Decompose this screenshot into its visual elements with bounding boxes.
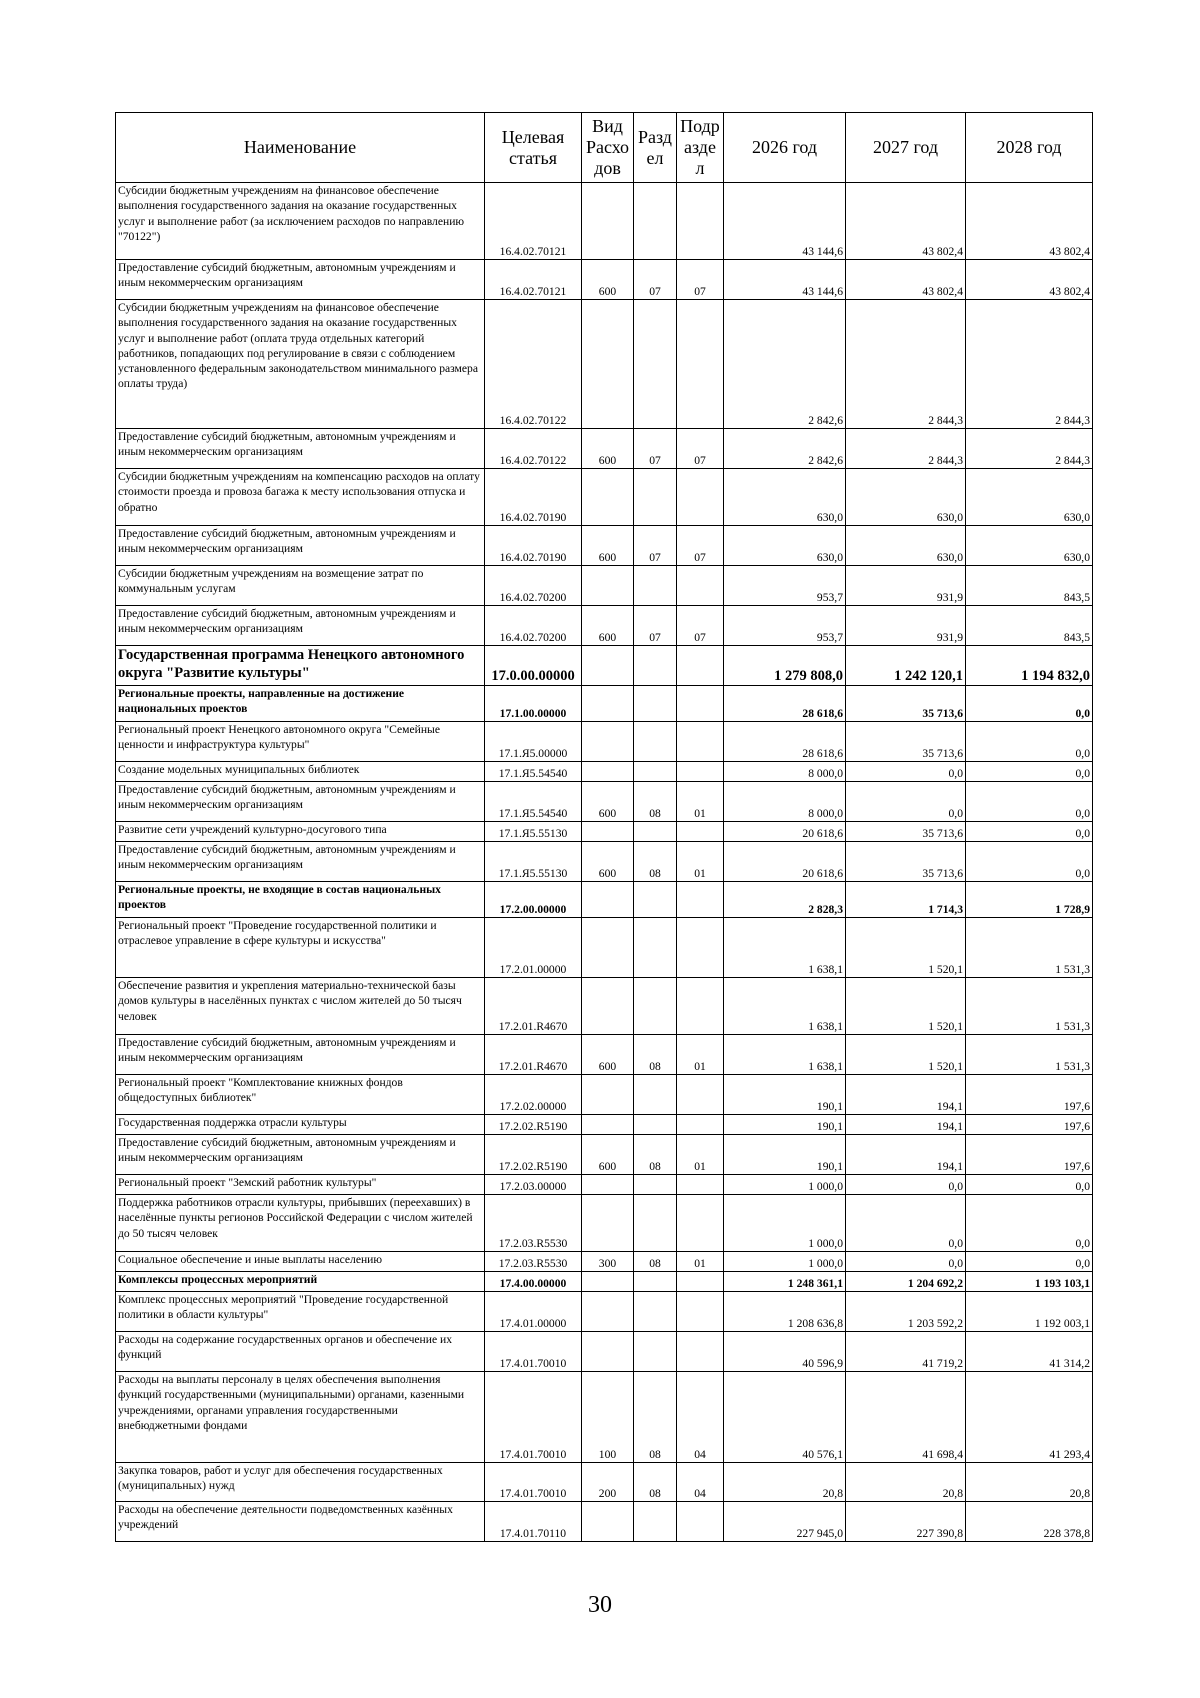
cell-target: 17.4.01.00000 xyxy=(485,1292,582,1332)
cell-subsection xyxy=(677,1175,724,1195)
cell-kind xyxy=(582,722,634,762)
cell-subsection: 07 xyxy=(677,526,724,566)
cell-y2028: 0,0 xyxy=(966,722,1093,762)
cell-subsection: 07 xyxy=(677,260,724,300)
cell-y2028: 1 531,3 xyxy=(966,978,1093,1035)
cell-target: 17.0.00.00000 xyxy=(485,646,582,686)
cell-kind: 600 xyxy=(582,1135,634,1175)
table-row xyxy=(116,1252,1093,1272)
cell-section xyxy=(634,882,677,918)
cell-section xyxy=(634,822,677,842)
table-row xyxy=(116,1135,1093,1175)
cell-y2026: 630,0 xyxy=(724,526,846,566)
cell-y2026: 1 638,1 xyxy=(724,978,846,1035)
cell-name: Субсидии бюджетным учреждениям на финансовое обеспечение выполнения государственного задания на оказание государственных услуг и выполнение работ (за исключением расходов по направлению "70122") xyxy=(116,183,485,260)
cell-y2028: 43 802,4 xyxy=(966,260,1093,300)
cell-y2026: 190,1 xyxy=(724,1135,846,1175)
cell-subsection xyxy=(677,183,724,260)
cell-name: Расходы на обеспечение деятельности подведомственных казённых учреждений xyxy=(116,1502,485,1542)
cell-subsection xyxy=(677,1115,724,1135)
table-row xyxy=(116,526,1093,566)
cell-target: 17.1.Я5.54540 xyxy=(485,782,582,822)
cell-kind xyxy=(582,822,634,842)
cell-target: 17.2.03.R5530 xyxy=(485,1252,582,1272)
cell-section xyxy=(634,722,677,762)
cell-target: 16.4.02.70121 xyxy=(485,260,582,300)
cell-name: Предоставление субсидий бюджетным, автономным учреждениям и иным некоммерческим организациям xyxy=(116,606,485,646)
cell-kind xyxy=(582,918,634,978)
cell-subsection xyxy=(677,469,724,526)
cell-y2027: 630,0 xyxy=(846,469,966,526)
cell-y2027: 931,9 xyxy=(846,606,966,646)
cell-y2026: 190,1 xyxy=(724,1075,846,1115)
table-row xyxy=(116,842,1093,882)
cell-target: 17.1.Я5.55130 xyxy=(485,822,582,842)
cell-subsection xyxy=(677,300,724,429)
cell-y2027: 20,8 xyxy=(846,1463,966,1502)
table-row xyxy=(116,1035,1093,1075)
table-row xyxy=(116,1502,1093,1542)
cell-y2027: 35 713,6 xyxy=(846,822,966,842)
budget-table xyxy=(115,112,1093,1542)
cell-section: 08 xyxy=(634,782,677,822)
cell-y2028: 228 378,8 xyxy=(966,1502,1093,1542)
cell-section: 07 xyxy=(634,606,677,646)
cell-subsection: 04 xyxy=(677,1463,724,1502)
cell-section xyxy=(634,1272,677,1292)
cell-section: 07 xyxy=(634,260,677,300)
cell-y2028: 0,0 xyxy=(966,1175,1093,1195)
table-row xyxy=(116,782,1093,822)
cell-subsection xyxy=(677,1075,724,1115)
cell-section: 08 xyxy=(634,1135,677,1175)
cell-kind xyxy=(582,1195,634,1252)
cell-y2027: 0,0 xyxy=(846,762,966,782)
cell-y2027: 194,1 xyxy=(846,1115,966,1135)
cell-y2027: 1 242 120,1 xyxy=(846,646,966,686)
table-row xyxy=(116,918,1093,978)
cell-name: Предоставление субсидий бюджетным, автономным учреждениям и иным некоммерческим организациям xyxy=(116,429,485,469)
table-row xyxy=(116,978,1093,1035)
cell-kind xyxy=(582,1175,634,1195)
cell-y2027: 194,1 xyxy=(846,1135,966,1175)
cell-y2026: 2 842,6 xyxy=(724,429,846,469)
cell-y2027: 0,0 xyxy=(846,1252,966,1272)
cell-kind xyxy=(582,1292,634,1332)
cell-target: 17.4.01.70010 xyxy=(485,1463,582,1502)
cell-section xyxy=(634,1115,677,1135)
cell-kind xyxy=(582,978,634,1035)
cell-target: 16.4.02.70200 xyxy=(485,606,582,646)
cell-y2028: 843,5 xyxy=(966,566,1093,606)
cell-y2027: 0,0 xyxy=(846,782,966,822)
table-row xyxy=(116,1463,1093,1502)
cell-name: Социальное обеспечение и иные выплаты населению xyxy=(116,1252,485,1272)
cell-y2027: 35 713,6 xyxy=(846,722,966,762)
cell-name: Предоставление субсидий бюджетным, автономным учреждениям и иным некоммерческим организациям xyxy=(116,782,485,822)
cell-y2026: 40 576,1 xyxy=(724,1372,846,1463)
cell-target: 17.2.00.00000 xyxy=(485,882,582,918)
cell-section xyxy=(634,1332,677,1372)
cell-name: Предоставление субсидий бюджетным, автономным учреждениям и иным некоммерческим организациям xyxy=(116,1035,485,1075)
cell-name: Региональный проект "Проведение государственной политики и отраслевое управление в сфере культуры и искусства" xyxy=(116,918,485,978)
cell-y2028: 0,0 xyxy=(966,782,1093,822)
cell-kind: 600 xyxy=(582,1035,634,1075)
table-row xyxy=(116,762,1093,782)
cell-name: Предоставление субсидий бюджетным, автономным учреждениям и иным некоммерческим организациям xyxy=(116,260,485,300)
cell-target: 16.4.02.70122 xyxy=(485,300,582,429)
cell-target: 16.4.02.70200 xyxy=(485,566,582,606)
cell-kind xyxy=(582,646,634,686)
cell-section xyxy=(634,469,677,526)
table-row xyxy=(116,183,1093,260)
cell-y2028: 0,0 xyxy=(966,762,1093,782)
cell-section: 07 xyxy=(634,429,677,469)
cell-section xyxy=(634,646,677,686)
cell-name: Закупка товаров, работ и услуг для обеспечения государственных (муниципальных) нужд xyxy=(116,1463,485,1502)
cell-target: 17.2.01.R4670 xyxy=(485,1035,582,1075)
cell-target: 17.1.Я5.55130 xyxy=(485,842,582,882)
cell-y2027: 41 698,4 xyxy=(846,1372,966,1463)
cell-target: 17.4.00.00000 xyxy=(485,1272,582,1292)
cell-y2026: 227 945,0 xyxy=(724,1502,846,1542)
cell-name: Региональные проекты, не входящие в состав национальных проектов xyxy=(116,882,485,918)
cell-section xyxy=(634,1195,677,1252)
cell-y2028: 0,0 xyxy=(966,686,1093,722)
cell-target: 17.2.01.R4670 xyxy=(485,978,582,1035)
cell-section: 08 xyxy=(634,1252,677,1272)
table-row xyxy=(116,1115,1093,1135)
cell-name: Обеспечение развития и укрепления материально-технической базы домов культуры в населённых пунктах с числом жителей до 50 тысяч человек xyxy=(116,978,485,1035)
cell-y2027: 630,0 xyxy=(846,526,966,566)
table-row xyxy=(116,1175,1093,1195)
cell-subsection: 07 xyxy=(677,606,724,646)
table-row xyxy=(116,566,1093,606)
cell-y2026: 28 618,6 xyxy=(724,686,846,722)
cell-subsection xyxy=(677,566,724,606)
cell-subsection xyxy=(677,762,724,782)
table-row xyxy=(116,1272,1093,1292)
cell-target: 16.4.02.70190 xyxy=(485,469,582,526)
cell-y2026: 8 000,0 xyxy=(724,762,846,782)
table-row xyxy=(116,1332,1093,1372)
cell-subsection: 01 xyxy=(677,1035,724,1075)
cell-section xyxy=(634,183,677,260)
cell-target: 17.1.00.00000 xyxy=(485,686,582,722)
table-row xyxy=(116,686,1093,722)
cell-y2028: 1 531,3 xyxy=(966,918,1093,978)
cell-section: 08 xyxy=(634,842,677,882)
cell-kind xyxy=(582,300,634,429)
cell-y2027: 43 802,4 xyxy=(846,183,966,260)
cell-section xyxy=(634,1502,677,1542)
cell-y2027: 1 203 592,2 xyxy=(846,1292,966,1332)
cell-y2026: 1 000,0 xyxy=(724,1175,846,1195)
cell-name: Региональный проект "Земский работник культуры" xyxy=(116,1175,485,1195)
cell-name: Комплексы процессных мероприятий xyxy=(116,1272,485,1292)
cell-y2026: 2 842,6 xyxy=(724,300,846,429)
cell-y2026: 20 618,6 xyxy=(724,822,846,842)
table-row xyxy=(116,1372,1093,1463)
cell-kind: 600 xyxy=(582,260,634,300)
cell-y2026: 630,0 xyxy=(724,469,846,526)
cell-y2027: 227 390,8 xyxy=(846,1502,966,1542)
cell-y2028: 630,0 xyxy=(966,469,1093,526)
cell-subsection: 01 xyxy=(677,1252,724,1272)
cell-kind: 600 xyxy=(582,526,634,566)
cell-subsection xyxy=(677,1292,724,1332)
cell-kind xyxy=(582,1272,634,1292)
header-2027: 2027 год xyxy=(846,113,966,183)
cell-kind: 100 xyxy=(582,1372,634,1463)
cell-kind xyxy=(582,183,634,260)
cell-section: 07 xyxy=(634,526,677,566)
cell-kind xyxy=(582,762,634,782)
cell-section xyxy=(634,918,677,978)
table-row xyxy=(116,1075,1093,1115)
table-row xyxy=(116,606,1093,646)
cell-y2027: 1 520,1 xyxy=(846,978,966,1035)
cell-name: Расходы на содержание государственных органов и обеспечение их функций xyxy=(116,1332,485,1372)
cell-subsection: 01 xyxy=(677,1135,724,1175)
cell-y2027: 1 204 692,2 xyxy=(846,1272,966,1292)
cell-subsection xyxy=(677,1195,724,1252)
cell-y2028: 1 728,9 xyxy=(966,882,1093,918)
cell-name: Субсидии бюджетным учреждениям на финансовое обеспечение выполнения государственного задания на оказание государственных услуг и выполнение работ (оплата труда отдельных категорий работников, попадающих под регулирование в связи с соблюдением установленного федеральным законодательством минимального размера оплаты труда) xyxy=(116,300,485,429)
cell-name: Предоставление субсидий бюджетным, автономным учреждениям и иным некоммерческим организациям xyxy=(116,526,485,566)
cell-y2026: 1 279 808,0 xyxy=(724,646,846,686)
cell-section xyxy=(634,978,677,1035)
cell-y2026: 43 144,6 xyxy=(724,183,846,260)
table-row xyxy=(116,646,1093,686)
cell-y2026: 28 618,6 xyxy=(724,722,846,762)
cell-kind: 600 xyxy=(582,842,634,882)
cell-y2028: 20,8 xyxy=(966,1463,1093,1502)
cell-name: Региональные проекты, направленные на достижение национальных проектов xyxy=(116,686,485,722)
cell-name: Региональный проект "Комплектование книжных фондов общедоступных библиотек" xyxy=(116,1075,485,1115)
cell-section xyxy=(634,762,677,782)
cell-y2028: 197,6 xyxy=(966,1135,1093,1175)
cell-name: Предоставление субсидий бюджетным, автономным учреждениям и иным некоммерческим организациям xyxy=(116,842,485,882)
cell-kind xyxy=(582,1502,634,1542)
cell-target: 17.4.01.70110 xyxy=(485,1502,582,1542)
cell-subsection xyxy=(677,978,724,1035)
cell-kind: 600 xyxy=(582,429,634,469)
cell-subsection xyxy=(677,1272,724,1292)
cell-y2026: 43 144,6 xyxy=(724,260,846,300)
cell-target: 16.4.02.70121 xyxy=(485,183,582,260)
cell-kind xyxy=(582,686,634,722)
cell-kind xyxy=(582,882,634,918)
cell-y2028: 197,6 xyxy=(966,1075,1093,1115)
cell-kind xyxy=(582,1332,634,1372)
cell-y2027: 0,0 xyxy=(846,1195,966,1252)
cell-subsection xyxy=(677,686,724,722)
header-2026: 2026 год xyxy=(724,113,846,183)
cell-y2027: 931,9 xyxy=(846,566,966,606)
page-number: 30 xyxy=(588,1592,612,1618)
cell-y2028: 0,0 xyxy=(966,1195,1093,1252)
cell-y2026: 2 828,3 xyxy=(724,882,846,918)
cell-y2027: 35 713,6 xyxy=(846,842,966,882)
table-row xyxy=(116,300,1093,429)
table-row xyxy=(116,260,1093,300)
cell-y2026: 953,7 xyxy=(724,606,846,646)
cell-target: 17.4.01.70010 xyxy=(485,1332,582,1372)
cell-subsection xyxy=(677,1502,724,1542)
cell-y2026: 20,8 xyxy=(724,1463,846,1502)
cell-y2026: 40 596,9 xyxy=(724,1332,846,1372)
cell-kind xyxy=(582,566,634,606)
header-name: Наименование xyxy=(116,113,485,183)
header-2028: 2028 год xyxy=(966,113,1093,183)
cell-y2027: 1 714,3 xyxy=(846,882,966,918)
cell-subsection xyxy=(677,918,724,978)
table-header-row xyxy=(116,113,1093,183)
cell-kind: 600 xyxy=(582,782,634,822)
cell-y2028: 0,0 xyxy=(966,842,1093,882)
cell-subsection xyxy=(677,646,724,686)
cell-y2028: 43 802,4 xyxy=(966,183,1093,260)
cell-subsection: 07 xyxy=(677,429,724,469)
cell-y2026: 1 638,1 xyxy=(724,1035,846,1075)
cell-section: 08 xyxy=(634,1035,677,1075)
cell-name: Субсидии бюджетным учреждениям на компенсацию расходов на оплату стоимости проезда и провоза багажа к месту использования отпуска и обратно xyxy=(116,469,485,526)
cell-y2026: 1 248 361,1 xyxy=(724,1272,846,1292)
cell-subsection xyxy=(677,882,724,918)
cell-name: Комплекс процессных мероприятий "Проведение государственной политики в области культуры" xyxy=(116,1292,485,1332)
cell-y2027: 2 844,3 xyxy=(846,300,966,429)
cell-section xyxy=(634,1075,677,1115)
cell-target: 17.2.03.00000 xyxy=(485,1175,582,1195)
header-subsection: Подр азде л xyxy=(677,113,724,183)
cell-target: 16.4.02.70122 xyxy=(485,429,582,469)
cell-subsection xyxy=(677,1332,724,1372)
cell-y2028: 1 192 003,1 xyxy=(966,1292,1093,1332)
cell-y2026: 1 638,1 xyxy=(724,918,846,978)
cell-y2026: 953,7 xyxy=(724,566,846,606)
cell-name: Предоставление субсидий бюджетным, автономным учреждениям и иным некоммерческим организациям xyxy=(116,1135,485,1175)
cell-y2026: 20 618,6 xyxy=(724,842,846,882)
cell-y2027: 43 802,4 xyxy=(846,260,966,300)
cell-subsection: 01 xyxy=(677,782,724,822)
cell-section xyxy=(634,1175,677,1195)
cell-y2028: 0,0 xyxy=(966,1252,1093,1272)
cell-target: 17.1.Я5.00000 xyxy=(485,722,582,762)
cell-subsection xyxy=(677,722,724,762)
cell-target: 17.2.02.00000 xyxy=(485,1075,582,1115)
cell-name: Расходы на выплаты персоналу в целях обеспечения выполнения функций государственными (муниципальными) органами, казенными учреждениями, органами управления государственными внебюджетными фондами xyxy=(116,1372,485,1463)
cell-y2028: 630,0 xyxy=(966,526,1093,566)
cell-y2028: 197,6 xyxy=(966,1115,1093,1135)
table-row xyxy=(116,822,1093,842)
cell-y2027: 2 844,3 xyxy=(846,429,966,469)
cell-kind xyxy=(582,469,634,526)
cell-target: 17.2.02.R5190 xyxy=(485,1115,582,1135)
cell-name: Субсидии бюджетным учреждениям на возмещение затрат по коммунальным услугам xyxy=(116,566,485,606)
cell-kind xyxy=(582,1075,634,1115)
table-row xyxy=(116,1195,1093,1252)
cell-y2027: 1 520,1 xyxy=(846,918,966,978)
cell-name: Поддержка работников отрасли культуры, прибывших (переехавших) в населённые пункты регионов Российской Федерации с числом жителей до 50 тысяч человек xyxy=(116,1195,485,1252)
cell-y2028: 2 844,3 xyxy=(966,300,1093,429)
cell-target: 17.2.03.R5530 xyxy=(485,1195,582,1252)
cell-target: 17.2.02.R5190 xyxy=(485,1135,582,1175)
cell-y2026: 8 000,0 xyxy=(724,782,846,822)
cell-kind: 300 xyxy=(582,1252,634,1272)
cell-y2026: 1 000,0 xyxy=(724,1195,846,1252)
table-row xyxy=(116,722,1093,762)
cell-y2026: 190,1 xyxy=(724,1115,846,1135)
cell-y2028: 2 844,3 xyxy=(966,429,1093,469)
cell-section xyxy=(634,686,677,722)
cell-target: 17.4.01.70010 xyxy=(485,1372,582,1463)
cell-y2027: 0,0 xyxy=(846,1175,966,1195)
cell-target: 17.2.01.00000 xyxy=(485,918,582,978)
cell-y2026: 1 000,0 xyxy=(724,1252,846,1272)
cell-y2028: 1 193 103,1 xyxy=(966,1272,1093,1292)
cell-y2028: 41 293,4 xyxy=(966,1372,1093,1463)
table-row xyxy=(116,469,1093,526)
cell-target: 17.1.Я5.54540 xyxy=(485,762,582,782)
cell-y2028: 41 314,2 xyxy=(966,1332,1093,1372)
cell-kind: 600 xyxy=(582,606,634,646)
table-row xyxy=(116,882,1093,918)
cell-y2027: 194,1 xyxy=(846,1075,966,1115)
header-section: Разд ел xyxy=(634,113,677,183)
cell-y2028: 0,0 xyxy=(966,822,1093,842)
cell-subsection xyxy=(677,822,724,842)
cell-section xyxy=(634,1292,677,1332)
cell-name: Создание модельных муниципальных библиотек xyxy=(116,762,485,782)
cell-section: 08 xyxy=(634,1463,677,1502)
cell-y2027: 1 520,1 xyxy=(846,1035,966,1075)
cell-target: 16.4.02.70190 xyxy=(485,526,582,566)
header-kind: Вид Расхо дов xyxy=(582,113,634,183)
header-target: Целевая статья xyxy=(485,113,582,183)
cell-name: Государственная поддержка отрасли культуры xyxy=(116,1115,485,1135)
table-row xyxy=(116,429,1093,469)
cell-subsection: 01 xyxy=(677,842,724,882)
cell-y2028: 1 531,3 xyxy=(966,1035,1093,1075)
cell-kind: 200 xyxy=(582,1463,634,1502)
cell-y2027: 35 713,6 xyxy=(846,686,966,722)
cell-y2026: 1 208 636,8 xyxy=(724,1292,846,1332)
cell-subsection: 04 xyxy=(677,1372,724,1463)
cell-name: Государственная программа Ненецкого автономного округа "Развитие культуры" xyxy=(116,646,485,686)
cell-name: Региональный проект Ненецкого автономного округа "Семейные ценности и инфраструктура культуры" xyxy=(116,722,485,762)
table-row xyxy=(116,1292,1093,1332)
cell-section: 08 xyxy=(634,1372,677,1463)
cell-section xyxy=(634,300,677,429)
cell-name: Развитие сети учреждений культурно-досугового типа xyxy=(116,822,485,842)
cell-kind xyxy=(582,1115,634,1135)
cell-y2027: 41 719,2 xyxy=(846,1332,966,1372)
cell-y2028: 1 194 832,0 xyxy=(966,646,1093,686)
cell-y2028: 843,5 xyxy=(966,606,1093,646)
cell-section xyxy=(634,566,677,606)
